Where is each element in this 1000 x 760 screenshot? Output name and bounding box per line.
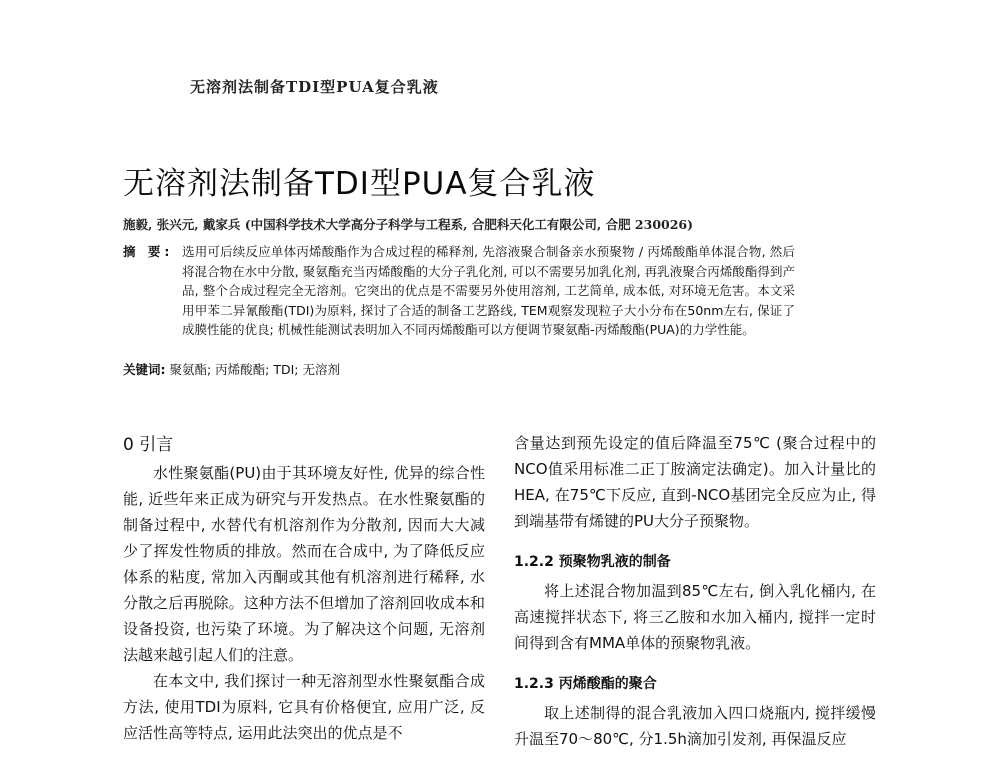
left-column [123, 432, 485, 746]
keywords-label: 关键词: [123, 362, 166, 377]
paragraph: 在本文中, 我们探讨一种无溶剂型水性聚氨酯合成方法, 使用TDI为原料, 它具有价格便宜, 应用广泛, 反应活性高等特点, 运用此法突出的优点是不 [123, 672, 485, 742]
paragraph: 含量达到预先设定的值后降温至75℃ (聚合过程中的NCO值采用标准二正丁胺滴定法确定)。加入计量比的HEA, 在75℃下反应, 直到-NCO基团完全反应为止, 得到端基带有烯键的PU大分子预聚物。 [514, 434, 876, 530]
running-head: 无溶剂法制备TDI型PUA复合乳液 [190, 78, 439, 96]
paragraph: 将上述混合物加温到85℃左右, 倒入乳化桶内, 在高速搅拌状态下, 将三乙胺和水加入桶内, 搅拌一定时间得到含有MMA单体的预聚物乳液。 [514, 582, 876, 652]
paragraph: 水性聚氨酯(PU)由于其环境友好性, 优异的综合性能, 近些年来正成为研究与开发热点。在水性聚氨酯的制备过程中, 水替代有机溶剂作为分散剂, 因而大大减少了挥发性物质的排放。然而在合成中, 为了降低反应体系的粘度, 常加入丙酮或其他有机溶剂进行稀释, 水分散之后再脱除。这种方法不但增加了溶剂回收成本和设备投资, 也污染了环境。为了解决这个问题, 无溶剂法越来越引起人们的注意。 [123, 464, 485, 664]
section-heading-1-2-3: 1.2.3 丙烯酸酯的聚合 [514, 676, 657, 692]
abstract [123, 242, 795, 340]
section-heading-introduction: 0 引言 [123, 435, 174, 455]
right-column [514, 430, 876, 752]
keywords-text: 聚氨酯; 丙烯酸酯; TDI; 无溶剂 [169, 362, 340, 377]
section-heading-1-2-2: 1.2.2 预聚物乳液的制备 [514, 554, 671, 570]
authors-line: 施毅, 张兴元, 戴家兵 (中国科学技术大学高分子科学与工程系, 合肥科天化工有限公司, 合肥 230026) [123, 217, 694, 232]
abstract-label: 摘 要: [123, 244, 174, 259]
paper-title: 无溶剂法制备TDI型PUA复合乳液 [123, 166, 596, 202]
abstract-text: 选用可后续反应单体丙烯酸酯作为合成过程的稀释剂, 先溶液聚合制备亲水预聚物 / 丙烯酸酯单体混合物, 然后将混合物在水中分散, 聚氨酯充当丙烯酸酯的大分子乳化剂, 可以不需要另加乳化剂, 再乳液聚合丙烯酸酯得到产品, 整个合成过程完全无溶剂。它突出的优点是不需要另外使用溶剂, 工艺简单, 成本低, 对环境无危害。本文采用甲苯二异氰酸酯(TDI)为原料, 探讨了合适的制备工艺路线, TEM观察发现粒子大小分布在50nm左右, 保证了成膜性能的优良; 机械性能测试表明加入不同丙烯酸酯可以方便调节聚氨酯-丙烯酸酯(PUA)的力学性能。 [182, 244, 795, 337]
keywords [123, 360, 340, 378]
paragraph: 取上述制得的混合乳液加入四口烧瓶内, 搅拌缓慢升温至70～80℃, 分1.5h滴加引发剂, 再保温反应 [514, 704, 876, 748]
